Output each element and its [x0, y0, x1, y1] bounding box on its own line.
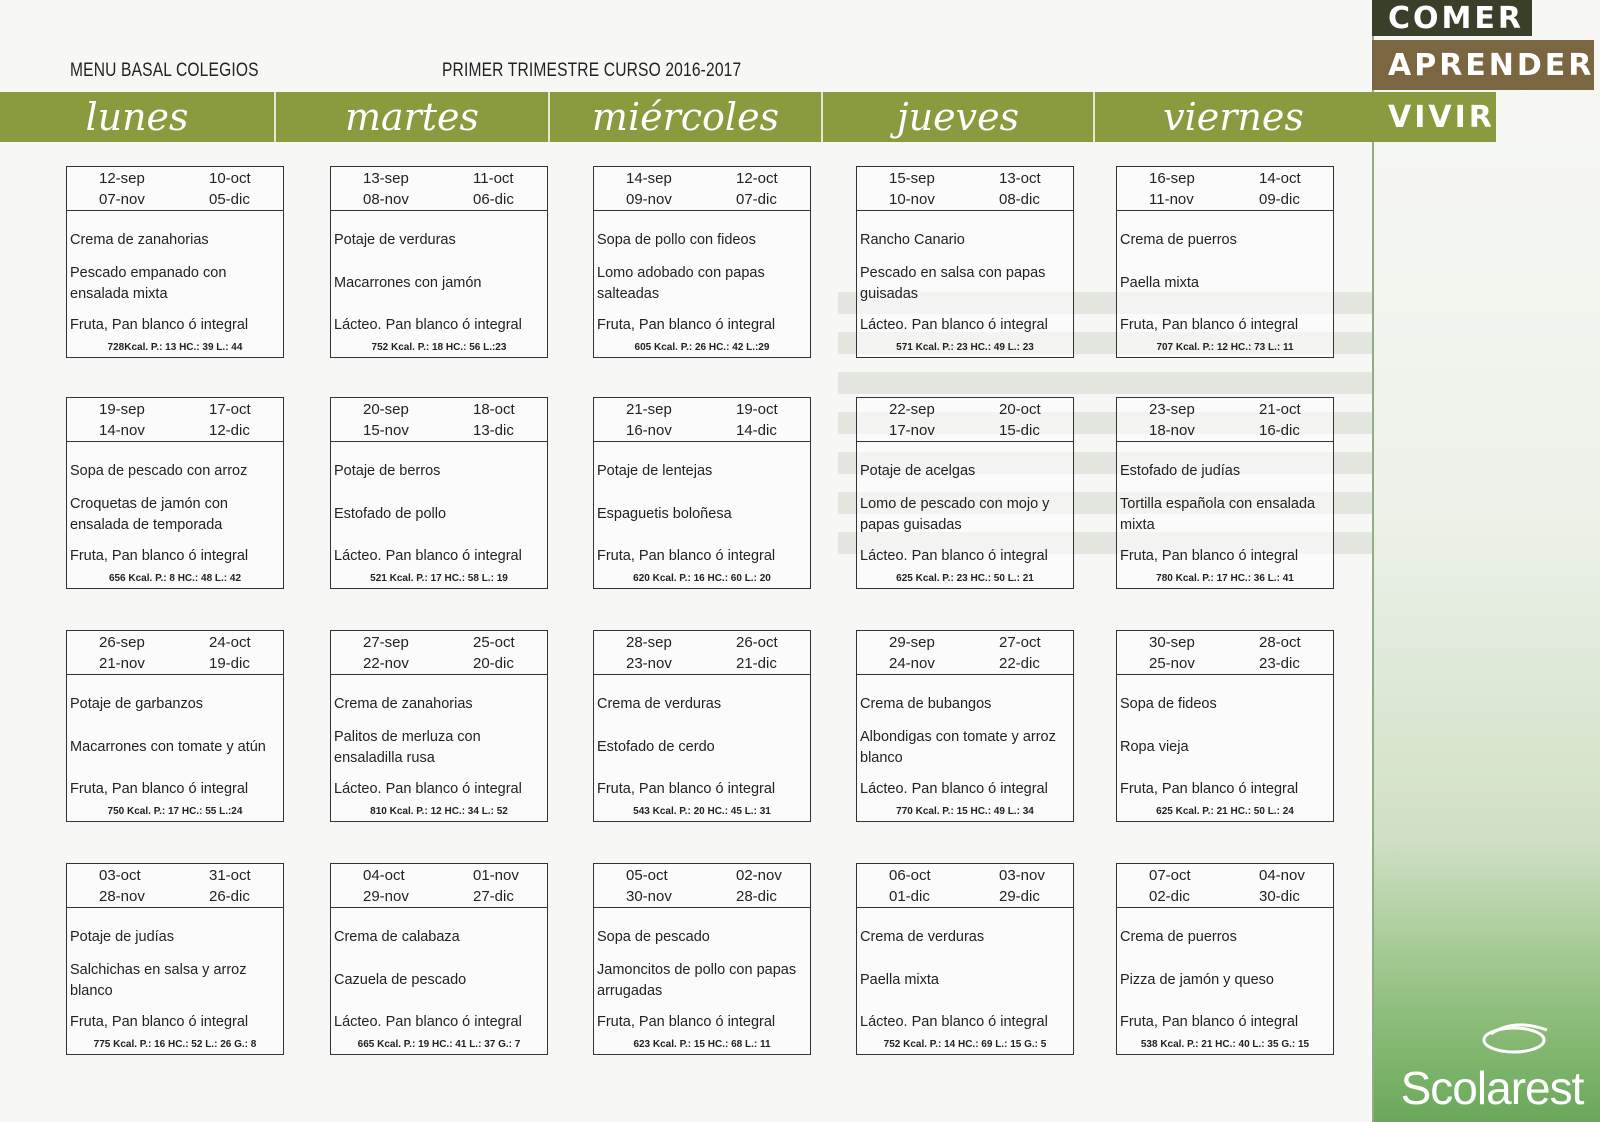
menu-card — [66, 630, 284, 822]
dish-item — [70, 769, 280, 809]
dish-name: Paella mixta — [860, 972, 939, 988]
dish-name: Potaje de berros — [334, 463, 441, 479]
card-dates — [67, 398, 283, 442]
card-dates — [1117, 631, 1333, 675]
card-dates — [67, 167, 283, 211]
dish-name: Potaje de verduras — [334, 232, 456, 248]
dish-name: Lácteo. Pan blanco ó integral — [860, 780, 1048, 797]
dish-name: Lomo adobado con papas salteadas — [597, 264, 765, 302]
dish-item — [334, 305, 544, 345]
card-dishes — [594, 442, 810, 576]
dish-item — [597, 1002, 807, 1042]
brand-name: Scolarest — [1400, 1062, 1584, 1114]
dish-name: Potaje de lentejas — [597, 463, 713, 479]
dish-item — [860, 726, 1070, 769]
date-label: 03-nov — [999, 867, 1045, 884]
dish-item — [597, 305, 807, 345]
date-label: 15-dic — [999, 422, 1040, 439]
date-label: 12-oct — [736, 170, 778, 187]
date-label: 17-nov — [889, 422, 935, 439]
dish-name: Crema de zanahorias — [70, 232, 209, 248]
dish-item — [1120, 536, 1330, 576]
dish-item — [334, 769, 544, 809]
dish-name: Crema de zanahorias — [334, 696, 473, 712]
dish-item — [70, 305, 280, 345]
date-label: 20-sep — [363, 401, 409, 418]
menu-card — [1116, 863, 1334, 1055]
card-dishes — [857, 675, 1073, 809]
date-label: 04-nov — [1259, 867, 1305, 884]
scolarest-logo — [1392, 1020, 1592, 1115]
dish-item — [1120, 1002, 1330, 1042]
date-label: 22-dic — [999, 655, 1040, 672]
day-wednesday: miércoles — [550, 92, 823, 142]
menu-card — [856, 630, 1074, 822]
dish-name: Lácteo. Pan blanco ó integral — [860, 547, 1048, 564]
dish-item — [1120, 493, 1330, 536]
dish-item — [597, 219, 807, 262]
date-label: 21-sep — [626, 401, 672, 418]
date-label: 08-dic — [999, 191, 1040, 208]
menu-card — [593, 397, 811, 589]
dish-name: Fruta, Pan blanco ó integral — [597, 547, 776, 564]
dish-name: Espaguetis boloñesa — [597, 506, 732, 522]
nutrition-info: 775 Kcal. P.: 16 HC.: 52 L.: 26 G.: 8 — [93, 1039, 257, 1050]
menu-card — [330, 630, 548, 822]
card-dishes — [67, 675, 283, 809]
date-label: 29-dic — [999, 888, 1040, 905]
card-dishes — [857, 908, 1073, 1042]
day-band — [0, 92, 1372, 142]
dish-item — [70, 219, 280, 262]
date-label: 13-sep — [363, 170, 409, 187]
card-dates — [331, 631, 547, 675]
nutrition-info: 780 Kcal. P.: 17 HC.: 36 L.: 41 — [1156, 573, 1294, 584]
date-label: 18-nov — [1149, 422, 1195, 439]
date-label: 07-oct — [1149, 867, 1191, 884]
date-label: 17-oct — [209, 401, 251, 418]
card-dates — [67, 631, 283, 675]
dish-item — [597, 959, 807, 1002]
menu-card — [1116, 166, 1334, 358]
dish-name: Fruta, Pan blanco ó integral — [597, 780, 776, 797]
dish-name: Crema de verduras — [860, 929, 985, 945]
menu-card — [593, 166, 811, 358]
nutrition-info: 571 Kcal. P.: 23 HC.: 49 L.: 23 — [896, 342, 1034, 353]
date-label: 29-sep — [889, 634, 935, 651]
dish-name: Salchichas en salsa y arroz blanco — [70, 961, 247, 999]
dish-item — [597, 916, 807, 959]
day-thursday: jueves — [823, 92, 1095, 142]
date-label: 19-oct — [736, 401, 778, 418]
card-dishes — [331, 908, 547, 1042]
dish-name: Fruta, Pan blanco ó integral — [1120, 316, 1299, 333]
date-label: 23-dic — [1259, 655, 1300, 672]
dish-item — [597, 262, 807, 305]
dish-name: Croquetas de jamón con ensalada de temporada — [70, 495, 228, 533]
menu-card — [856, 166, 1074, 358]
dish-name: Estofado de pollo — [334, 506, 447, 522]
date-label: 02-nov — [736, 867, 782, 884]
date-label: 26-oct — [736, 634, 778, 651]
dish-item — [334, 683, 544, 726]
card-dates — [857, 167, 1073, 211]
dish-name: Tortilla española con ensalada mixta — [1120, 495, 1316, 533]
date-label: 19-dic — [209, 655, 250, 672]
card-dates — [594, 398, 810, 442]
date-label: 28-dic — [736, 888, 777, 905]
dish-name: Fruta, Pan blanco ó integral — [1120, 780, 1299, 797]
dish-name: Potaje de judías — [70, 929, 174, 945]
dish-name: Lácteo. Pan blanco ó integral — [334, 547, 522, 564]
card-dates — [1117, 398, 1333, 442]
card-dates — [1117, 167, 1333, 211]
card-dishes — [67, 908, 283, 1042]
dish-name: Sopa de fideos — [1120, 696, 1217, 712]
menu-card — [1116, 630, 1334, 822]
dish-item — [1120, 726, 1330, 769]
date-label: 15-sep — [889, 170, 935, 187]
date-label: 15-nov — [363, 422, 409, 439]
menu-title: MENU BASAL COLEGIOS — [70, 60, 259, 81]
menu-card — [66, 166, 284, 358]
date-label: 12-sep — [99, 170, 145, 187]
dish-name: Lomo de pescado con mojo y papas guisadas — [860, 495, 1050, 533]
card-dishes — [1117, 908, 1333, 1042]
dish-name: Jamoncitos de pollo con papas arrugadas — [597, 961, 797, 999]
dish-item — [334, 536, 544, 576]
dish-item — [860, 1002, 1070, 1042]
dish-name: Estofado de cerdo — [597, 739, 715, 755]
date-label: 22-nov — [363, 655, 409, 672]
date-label: 30-nov — [626, 888, 672, 905]
tag-aprender: APRENDER — [1372, 40, 1594, 90]
dish-item — [70, 916, 280, 959]
dish-item — [334, 1002, 544, 1042]
dish-name: Palitos de merluza con ensaladilla rusa — [334, 728, 481, 766]
dish-name: Sopa de pescado con arroz — [70, 463, 248, 479]
nutrition-info: 620 Kcal. P.: 16 HC.: 60 L.: 20 — [633, 573, 771, 584]
dish-item — [860, 959, 1070, 1002]
card-dishes — [1117, 675, 1333, 809]
day-tuesday: martes — [276, 92, 550, 142]
date-label: 21-dic — [736, 655, 777, 672]
date-label: 16-nov — [626, 422, 672, 439]
dish-name: Macarrones con tomate y atún — [70, 739, 266, 755]
date-label: 23-sep — [1149, 401, 1195, 418]
dish-item — [1120, 959, 1330, 1002]
dish-item — [860, 769, 1070, 809]
card-dishes — [331, 675, 547, 809]
nutrition-info: 625 Kcal. P.: 21 HC.: 50 L.: 24 — [1156, 806, 1294, 817]
date-label: 20-oct — [999, 401, 1041, 418]
dish-name: Crema de puerros — [1120, 929, 1237, 945]
dish-item — [860, 305, 1070, 345]
menu-card — [1116, 397, 1334, 589]
card-dates — [331, 864, 547, 908]
date-label: 27-dic — [473, 888, 514, 905]
dish-item — [334, 959, 544, 1002]
card-dishes — [594, 675, 810, 809]
date-label: 13-dic — [473, 422, 514, 439]
date-label: 13-oct — [999, 170, 1041, 187]
dish-item — [70, 262, 280, 305]
nutrition-info: 770 Kcal. P.: 15 HC.: 49 L.: 34 — [896, 806, 1034, 817]
date-label: 31-oct — [209, 867, 251, 884]
card-dishes — [857, 211, 1073, 345]
date-label: 25-oct — [473, 634, 515, 651]
date-label: 03-oct — [99, 867, 141, 884]
dish-name: Fruta, Pan blanco ó integral — [597, 1013, 776, 1030]
card-dates — [67, 864, 283, 908]
card-dates — [594, 864, 810, 908]
date-label: 12-dic — [209, 422, 250, 439]
dish-name: Potaje de acelgas — [860, 463, 976, 479]
date-label: 14-dic — [736, 422, 777, 439]
dish-item — [860, 262, 1070, 305]
tag-vivir: VIVIR — [1372, 92, 1496, 142]
dish-item — [334, 450, 544, 493]
date-label: 06-oct — [889, 867, 931, 884]
card-dates — [594, 167, 810, 211]
card-dates — [331, 167, 547, 211]
date-label: 09-dic — [1259, 191, 1300, 208]
date-label: 11-nov — [1149, 191, 1194, 208]
day-friday: viernes — [1163, 95, 1304, 139]
nutrition-info: 752 Kcal. P.: 14 HC.: 69 L.: 15 G.: 5 — [883, 1039, 1047, 1050]
dish-name: Fruta, Pan blanco ó integral — [70, 547, 249, 564]
nutrition-info: 707 Kcal. P.: 12 HC.: 73 L.: 11 — [1156, 342, 1294, 353]
card-dishes — [67, 442, 283, 576]
dish-item — [860, 450, 1070, 493]
date-label: 19-sep — [99, 401, 145, 418]
nutrition-info: 665 Kcal. P.: 19 HC.: 41 L.: 37 G.: 7 — [357, 1039, 521, 1050]
date-label: 07-dic — [736, 191, 777, 208]
dish-name: Lácteo. Pan blanco ó integral — [334, 780, 522, 797]
nutrition-info: 750 Kcal. P.: 17 HC.: 55 L.:24 — [107, 806, 243, 817]
dish-item — [70, 959, 280, 1002]
menu-card — [330, 863, 548, 1055]
nutrition-info: 521 Kcal. P.: 17 HC.: 58 L.: 19 — [370, 573, 508, 584]
date-label: 14-sep — [626, 170, 672, 187]
date-label: 16-dic — [1259, 422, 1300, 439]
date-label: 14-oct — [1259, 170, 1301, 187]
dish-name: Fruta, Pan blanco ó integral — [1120, 1013, 1299, 1030]
date-label: 09-nov — [626, 191, 672, 208]
card-dishes — [1117, 442, 1333, 576]
dish-item — [70, 726, 280, 769]
date-label: 24-nov — [889, 655, 935, 672]
date-label: 18-oct — [473, 401, 515, 418]
dish-name: Lácteo. Pan blanco ó integral — [860, 316, 1048, 333]
dish-name: Lácteo. Pan blanco ó integral — [334, 1013, 522, 1030]
card-dishes — [857, 442, 1073, 576]
card-dates — [594, 631, 810, 675]
date-label: 01-nov — [473, 867, 519, 884]
date-label: 25-nov — [1149, 655, 1195, 672]
dish-name: Fruta, Pan blanco ó integral — [70, 1013, 249, 1030]
date-label: 08-nov — [363, 191, 409, 208]
dish-item — [334, 916, 544, 959]
date-label: 05-dic — [209, 191, 250, 208]
date-label: 10-nov — [889, 191, 935, 208]
dish-name: Sopa de pollo con fideos — [597, 232, 756, 248]
dish-item — [1120, 916, 1330, 959]
date-label: 30-dic — [1259, 888, 1300, 905]
nutrition-info: 623 Kcal. P.: 15 HC.: 68 L.: 11 — [633, 1039, 771, 1050]
date-label: 04-oct — [363, 867, 405, 884]
date-label: 22-sep — [889, 401, 935, 418]
date-label: 16-sep — [1149, 170, 1195, 187]
date-label: 01-dic — [889, 888, 930, 905]
logo-swoosh-icon — [1469, 1020, 1559, 1056]
dish-name: Fruta, Pan blanco ó integral — [597, 316, 776, 333]
dish-name: Rancho Canario — [860, 232, 965, 248]
date-label: 06-dic — [473, 191, 514, 208]
menu-card — [66, 863, 284, 1055]
date-label: 07-nov — [99, 191, 145, 208]
dish-name: Macarrones con jamón — [334, 275, 482, 291]
dish-item — [597, 493, 807, 536]
dish-item — [334, 493, 544, 536]
nutrition-info: 625 Kcal. P.: 23 HC.: 50 L.: 21 — [896, 573, 1034, 584]
dish-item — [1120, 769, 1330, 809]
date-label: 26-dic — [209, 888, 250, 905]
dish-name: Crema de puerros — [1120, 232, 1237, 248]
tag-comer: COMER — [1372, 0, 1532, 36]
nutrition-info: 656 Kcal. P.: 8 HC.: 48 L.: 42 — [108, 573, 242, 584]
dish-name: Cazuela de pescado — [334, 972, 467, 988]
dish-name: Fruta, Pan blanco ó integral — [1120, 547, 1299, 564]
date-label: 11-oct — [473, 170, 514, 187]
date-label: 27-sep — [363, 634, 409, 651]
date-label: 27-oct — [999, 634, 1041, 651]
date-label: 28-nov — [99, 888, 145, 905]
dish-item — [597, 726, 807, 769]
dish-name: Fruta, Pan blanco ó integral — [70, 780, 249, 797]
dish-name: Crema de bubangos — [860, 696, 992, 712]
dish-item — [860, 536, 1070, 576]
dish-item — [334, 262, 544, 305]
date-label: 23-nov — [626, 655, 672, 672]
card-dishes — [331, 442, 547, 576]
dish-name: Crema de verduras — [597, 696, 722, 712]
dish-name: Albondigas con tomate y arroz blanco — [860, 728, 1056, 766]
dish-item — [860, 219, 1070, 262]
card-dates — [857, 398, 1073, 442]
date-label: 28-sep — [626, 634, 672, 651]
nutrition-info: 538 Kcal. P.: 21 HC.: 40 L.: 35 G.: 15 — [1140, 1039, 1310, 1050]
card-dates — [1117, 864, 1333, 908]
dish-name: Paella mixta — [1120, 275, 1199, 291]
date-label: 05-oct — [626, 867, 668, 884]
date-label: 28-oct — [1259, 634, 1301, 651]
dish-item — [597, 683, 807, 726]
card-dishes — [594, 211, 810, 345]
right-decor-panel — [1372, 0, 1600, 1122]
nutrition-info: 728Kcal. P.: 13 HC.: 39 L.: 44 — [107, 342, 243, 353]
date-label: 29-nov — [363, 888, 409, 905]
date-label: 14-nov — [99, 422, 145, 439]
date-label: 21-nov — [99, 655, 145, 672]
date-label: 20-dic — [473, 655, 514, 672]
dish-name: Crema de calabaza — [334, 929, 460, 945]
dish-name: Lácteo. Pan blanco ó integral — [860, 1013, 1048, 1030]
dish-item — [334, 726, 544, 769]
nutrition-info: 543 Kcal. P.: 20 HC.: 45 L.: 31 — [633, 806, 771, 817]
menu-card — [593, 863, 811, 1055]
dish-item — [597, 450, 807, 493]
dish-name: Pescado en salsa con papas guisadas — [860, 264, 1046, 302]
dish-name: Ropa vieja — [1120, 739, 1189, 755]
day-monday: lunes — [0, 92, 276, 142]
dish-item — [860, 683, 1070, 726]
dish-item — [1120, 450, 1330, 493]
dish-item — [334, 219, 544, 262]
dish-item — [70, 1002, 280, 1042]
menu-card — [330, 166, 548, 358]
date-label: 02-dic — [1149, 888, 1190, 905]
card-dates — [331, 398, 547, 442]
card-dishes — [67, 211, 283, 345]
dish-name: Fruta, Pan blanco ó integral — [70, 316, 249, 333]
menu-card — [593, 630, 811, 822]
dish-item — [1120, 262, 1330, 305]
date-label: 21-oct — [1259, 401, 1301, 418]
menu-card — [856, 397, 1074, 589]
date-label: 24-oct — [209, 634, 251, 651]
dish-name: Potaje de garbanzos — [70, 696, 204, 712]
card-dishes — [594, 908, 810, 1042]
menu-card — [66, 397, 284, 589]
nutrition-info: 752 Kcal. P.: 18 HC.: 56 L.:23 — [371, 342, 507, 353]
dish-name: Estofado de judías — [1120, 463, 1241, 479]
dish-name: Pizza de jamón y queso — [1120, 972, 1274, 988]
dish-item — [70, 450, 280, 493]
dish-item — [597, 769, 807, 809]
dish-item — [70, 536, 280, 576]
menu-card — [856, 863, 1074, 1055]
dish-name: Sopa de pescado — [597, 929, 710, 945]
dish-item — [70, 683, 280, 726]
dish-name: Lácteo. Pan blanco ó integral — [334, 316, 522, 333]
dish-item — [860, 916, 1070, 959]
date-label: 26-sep — [99, 634, 145, 651]
nutrition-info: 605 Kcal. P.: 26 HC.: 42 L.:29 — [634, 342, 770, 353]
card-dishes — [331, 211, 547, 345]
card-dates — [857, 631, 1073, 675]
menu-card — [330, 397, 548, 589]
nutrition-info: 810 Kcal. P.: 12 HC.: 34 L.: 52 — [370, 806, 508, 817]
card-dates — [857, 864, 1073, 908]
dish-item — [1120, 305, 1330, 345]
dish-item — [1120, 219, 1330, 262]
dish-item — [1120, 683, 1330, 726]
dish-item — [860, 493, 1070, 536]
dish-name: Pescado empanado con ensalada mixta — [70, 264, 227, 302]
date-label: 10-oct — [209, 170, 251, 187]
date-label: 30-sep — [1149, 634, 1195, 651]
dish-item — [70, 493, 280, 536]
dish-item — [597, 536, 807, 576]
card-dishes — [1117, 211, 1333, 345]
term-title: PRIMER TRIMESTRE CURSO 2016-2017 — [442, 60, 742, 81]
